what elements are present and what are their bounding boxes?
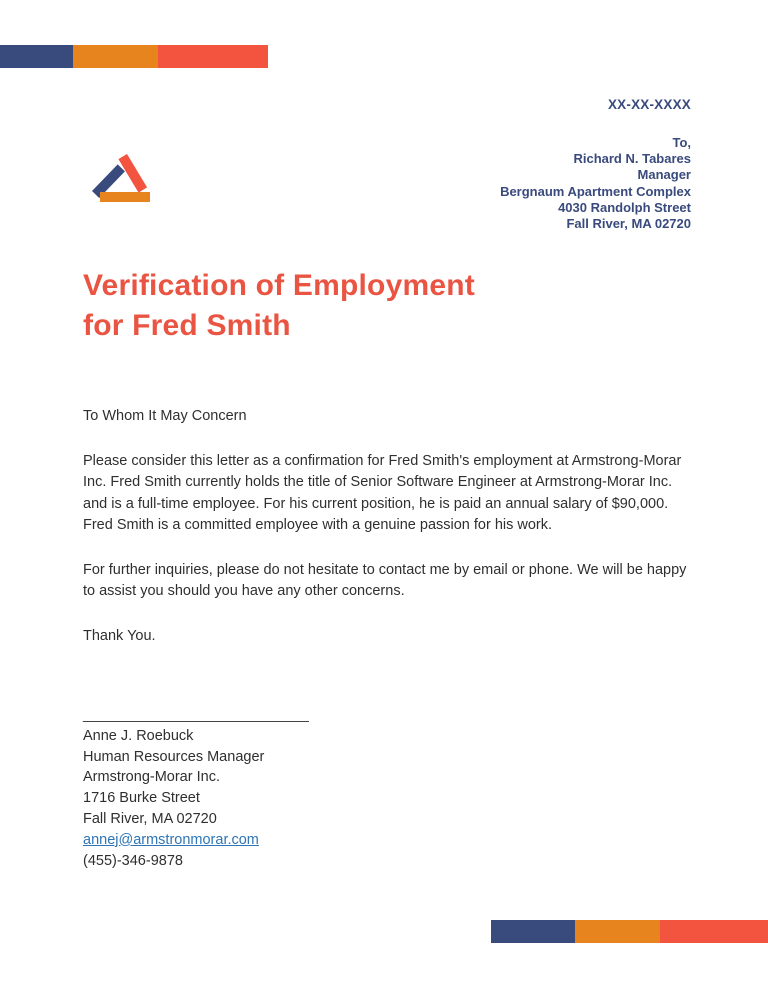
recipient-city: Fall River, MA 02720 bbox=[566, 216, 691, 232]
signature-block bbox=[83, 705, 309, 871]
recipient-salutation: To, bbox=[672, 135, 691, 150]
top-bar-blue-segment bbox=[0, 45, 73, 68]
body-salutation: To Whom It May Concern bbox=[83, 408, 247, 424]
signer-name: Anne J. Roebuck bbox=[83, 727, 194, 744]
letter-title-line1: Verification of Employment bbox=[83, 269, 475, 302]
recipient-title: Manager bbox=[637, 167, 691, 183]
top-bar-red-segment bbox=[158, 45, 268, 68]
recipient-company: Bergnaum Apartment Complex bbox=[500, 183, 691, 199]
signer-phone: (455)-346-9878 bbox=[83, 852, 183, 869]
bottom-accent-bar bbox=[491, 920, 768, 943]
signer-city: Fall River, MA 02720 bbox=[83, 810, 217, 827]
top-bar-orange-segment bbox=[73, 45, 158, 68]
letter-title bbox=[83, 266, 643, 346]
letter-body bbox=[83, 406, 697, 647]
signature-rule: ____________________________ bbox=[83, 707, 309, 723]
letter-title-line2: for Fred Smith bbox=[83, 309, 291, 342]
signer-street: 1716 Burke Street bbox=[83, 790, 200, 807]
signer-email-link[interactable]: annej@armstronmorar.com bbox=[83, 831, 259, 848]
body-paragraph-1: Please consider this letter as a confirmation for Fred Smith's employment at Armstrong-Morar Inc. Fred Smith currently holds the title of Senior Software Engineer at Armstrong-Morar Inc. and is a full-time employee. For his current position, he is paid an annual salary of $90,000. Fred Smith is a committed employee with a genuine passion for his work. bbox=[83, 452, 682, 533]
signer-role: Human Resources Manager bbox=[83, 748, 265, 765]
recipient-street: 4030 Randolph Street bbox=[558, 199, 691, 215]
bottom-bar-red-segment bbox=[660, 920, 768, 943]
letter-date: XX-XX-XXXX bbox=[607, 97, 691, 112]
top-accent-bar bbox=[0, 45, 268, 68]
bottom-bar-orange-segment bbox=[575, 920, 660, 943]
recipient-name: Richard N. Tabares bbox=[573, 151, 691, 167]
triangle-logo-icon bbox=[88, 150, 158, 208]
signer-company: Armstrong-Morar Inc. bbox=[83, 769, 220, 786]
body-paragraph-2: For further inquiries, please do not hesitate to contact me by email or phone. We will be happy to assist you should you have any other concerns. bbox=[83, 561, 687, 599]
company-logo-icon bbox=[88, 150, 158, 208]
body-closing: Thank You. bbox=[83, 627, 156, 644]
bottom-bar-blue-segment bbox=[491, 920, 575, 943]
recipient-address-block bbox=[500, 135, 691, 232]
